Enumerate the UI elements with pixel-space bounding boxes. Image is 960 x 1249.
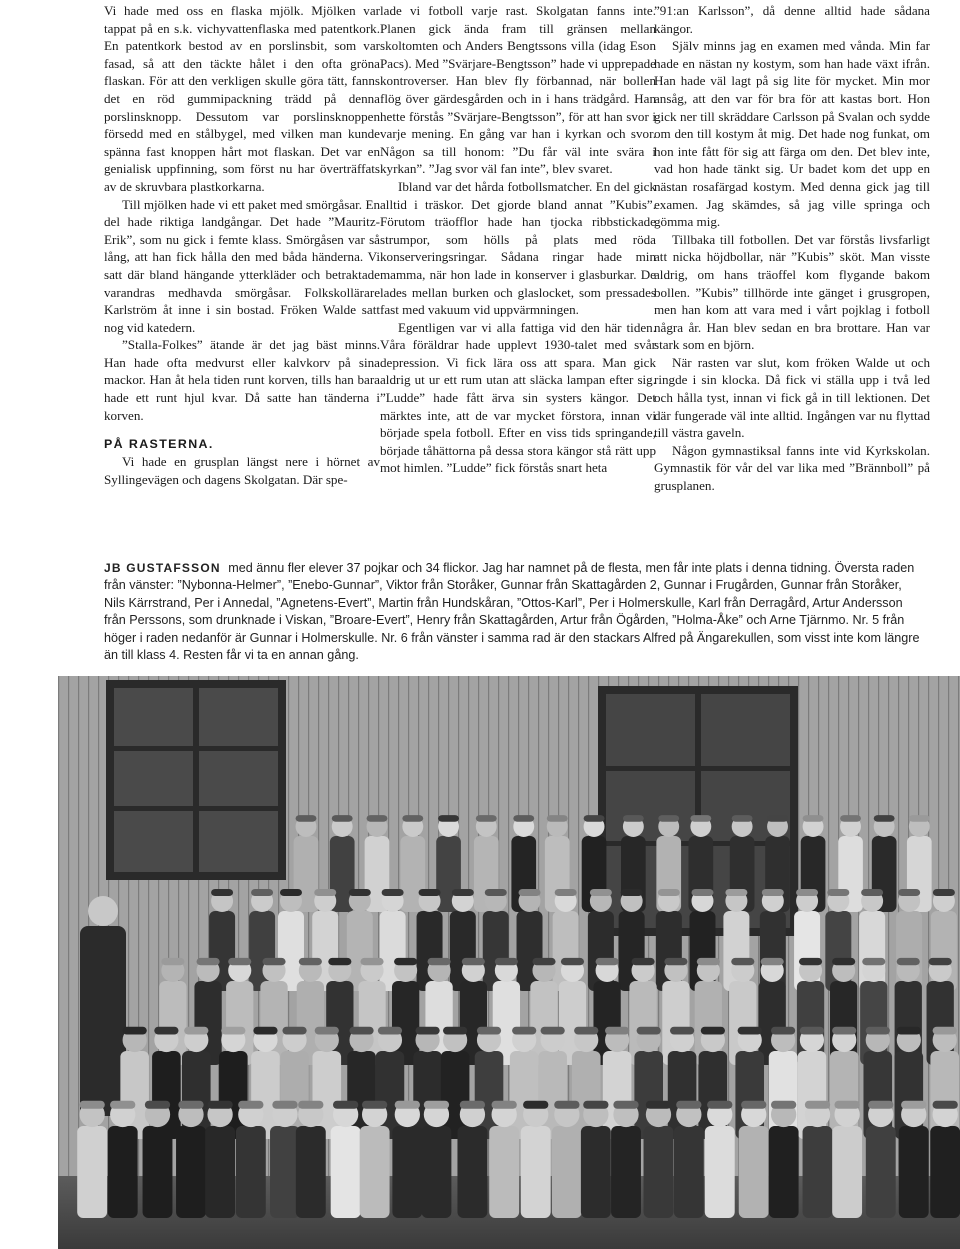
pupil-hair (378, 1027, 402, 1035)
pupil-hair (476, 815, 497, 822)
pupil-hair (315, 1027, 339, 1035)
window-left (106, 680, 286, 880)
pupil-figure (581, 1126, 611, 1218)
pupil-hair (796, 889, 818, 896)
pupil-hair (874, 815, 895, 822)
paragraph: ”91:an Karlsson”, då denne alltid hade sådana kängor. (654, 3, 930, 36)
pupil-hair (574, 1027, 598, 1035)
pupil-hair (485, 889, 507, 896)
pupil-hair (519, 889, 541, 896)
pupil-hair (676, 1101, 701, 1109)
pupil-hair (605, 1027, 629, 1035)
pupil-hair (771, 1027, 795, 1035)
pupil-hair (658, 815, 679, 822)
pupil-figure (489, 1126, 519, 1218)
pupil-hair (428, 958, 451, 965)
pupil-hair (725, 889, 747, 896)
pupil-hair (462, 958, 485, 965)
pupil-hair (658, 889, 680, 896)
pupil-figure (392, 1126, 422, 1218)
teacher-head (88, 896, 118, 926)
pupil-hair (832, 1027, 856, 1035)
pupil-hair (670, 1027, 694, 1035)
pupil-hair (438, 815, 459, 822)
pupil-figure (331, 1126, 361, 1218)
pupil-figure (803, 1126, 833, 1218)
pupil-hair (333, 1101, 358, 1109)
pupil-hair (262, 958, 285, 965)
pupil-hair (861, 889, 883, 896)
pupil-hair (691, 889, 713, 896)
pupil-hair (362, 1101, 387, 1109)
caption-byline: JB GUSTAFSSON (104, 561, 221, 575)
pupil-hair (299, 958, 322, 965)
pupil-hair (211, 889, 233, 896)
pupil-hair (741, 1101, 766, 1109)
paragraph: lade vi fotboll varje rast. Skolgatan fanns inte. Planen gick ända fram till gränsen mellan skoltomten och Anders Bengtssons villa (idag Eson Pacs). Med ”Svärjare-Bengtsson” hade vi upprepade kontroverser. Han blev fly förbannad, när bollen flög över gärdesgården och in i hans trädgård. Han hette förstås ”Svärjare-Bengtsson”, för att han svor i varje mening. En gång var han i kyrkan och svor. Någon sa till honom: ”Du får väl inte svära i kyrkan”. ”Jag svor väl fan inte”, blev svaret. (380, 3, 656, 177)
pupil-hair (512, 1027, 536, 1035)
pupil-hair (154, 1027, 178, 1035)
pupil-hair (862, 958, 885, 965)
pupil-figure (457, 1126, 487, 1218)
article-column-3 (654, 2, 930, 495)
pupil-hair (477, 1027, 501, 1035)
pupil-hair (732, 815, 753, 822)
pupil-figure (312, 1051, 341, 1139)
pupil-hair (701, 1027, 725, 1035)
caption-text: med ännu fler elever 37 pojkar och 34 flickor. Jag har namnet på de flesta, men får inte plats i denna tidning. Översta raden från vänster: ”Nybonna-Helmer”, ”Enebo-Gunnar”, Viktor från Storåker, Gunnar från Skattagården 2, Gunnar i Frugården, Gunnar från Storåker, Nils Kärrstrand, Per i Annedal, ”Agnetens-Evert”, Martin från Hundskåran, ”Ottos-Karl”, Per i Holmerskulle, Karl från Derragård, Artur Andersson från Perssons, som drunknade i Viskan, ”Broare-Evert”, Henry från Skattagården, Artur från Ögården, ”Holma-Åke” och Arne Tjärnmo. Nr. 5 från höger i raden nedanför är Gunnar i Holmerskulle. Nr. 6 från vänster i samma rad är den stackars Alfred på Ängarekullen, som visst inte kom längre än till klass 4. Resten får vi ta en annan gång. (104, 561, 920, 663)
pupil-hair (933, 889, 955, 896)
pupil-hair (197, 958, 220, 965)
paragraph: Vi hade med oss en flaska mjölk. Mjölken var tappat på en s.k. vichyvattenflaska med patentkork. En patentkork bestod av en porslinsbit, som var fasad, så att den täckte hålet i den ofta gröna flaskan. För att den verkligen skulle göra tätt, fanns det en röd gummipackning trädd på denna porslinsknopp. Dessutom var porslinsknoppen försedd med en stålbygel, med vilken man kunde spänna fast knoppen hårt mot flaskan. Det var en genialisk uppfinning, som först nu har överträffats av de skruvbara plastkorkarna. (104, 3, 380, 194)
pupil-hair (419, 889, 441, 896)
pupil-hair (492, 1101, 517, 1109)
pupil-hair (110, 1101, 135, 1109)
pupil-hair (272, 1101, 297, 1109)
pupil-hair (332, 815, 353, 822)
pupil-hair (707, 1101, 732, 1109)
paragraph: Ibland var det hårda fotbollsmatcher. En del gick alltid i träskor. Det gjorde bland annat ”Kubis”. Förutom träofflor hade han tjocka ribbstickade strumpor, som hölls på plats med röda konserveringsringar. Sådana ringar hade min mamma, när hon lade in konserver i glasburkar. De lades mellan burken och glaslocket, som pressades fast med vakuum vid uppvärmningen. (380, 178, 656, 318)
pupil-hair (253, 1027, 277, 1035)
pupil-hair (637, 1027, 661, 1035)
pupil-hair (584, 815, 605, 822)
pupil-hair (690, 815, 711, 822)
pupil-figure (278, 911, 304, 991)
pupil-hair (731, 958, 754, 965)
pupil-hair (415, 1027, 439, 1035)
pupil-hair (632, 958, 655, 965)
pupil-hair (621, 889, 643, 896)
pupil-figure (705, 1126, 735, 1218)
pupil-hair (402, 815, 423, 822)
pupil-hair (561, 958, 584, 965)
class-photo (58, 676, 960, 1249)
pupil-hair (623, 815, 644, 822)
pupil-hair (184, 1027, 208, 1035)
pupil-hair (207, 1101, 232, 1109)
pupil-hair (145, 1101, 170, 1109)
paragraph: Tillbaka till fotbollen. Det var förstås livsfarligt att nicka höjdbollar, när ”Kubis” sköt. Man visste aldrig, om hans träoffel kom flygande bakom bollen. ”Kubis” tillhörde inte gänget i grusgropen, men han kom att vara med i vårt pojklag i fotboll några år. Han blev sedan en bra brottare. Han var stark som en björn. (654, 231, 930, 353)
pupil-hair (555, 889, 577, 896)
pupil-hair (298, 1101, 323, 1109)
pupil-hair (613, 1101, 638, 1109)
pupil-hair (664, 958, 687, 965)
pupil-figure (832, 1126, 862, 1218)
pupil-hair (933, 1101, 958, 1109)
pupil-hair (367, 815, 388, 822)
pupil-figure (205, 1126, 235, 1218)
photo-caption (104, 560, 924, 664)
pupil-hair (933, 1027, 957, 1035)
pupil-hair (178, 1101, 203, 1109)
pupil-figure (644, 1126, 674, 1218)
pupil-figure (296, 1126, 326, 1218)
pupil-hair (805, 1101, 830, 1109)
pupil-figure (441, 1051, 470, 1139)
pupil-figure (899, 1126, 929, 1218)
pupil-hair (803, 815, 824, 822)
class-photo-image (58, 676, 960, 1249)
pupil-hair (495, 958, 518, 965)
pupil-hair (532, 958, 555, 965)
paragraph: Till mjölken hade vi ett paket med smörgåsar. En del hade riktiga landgångar. Det hade ”Mauritz-Erik”, som nu gick i femte klass. Smörgåsen var så lång, att han fick hålla den med båda händerna. Vi satt där bland hängande ytterkläder och betraktade varandras medhavda smörgåsar. Folkskollärare Karlström åt inne i sin bostad. Fröken Walde satt nog vid katedern. (104, 196, 380, 335)
section-heading: PÅ RASTERNA. (104, 437, 214, 452)
pupil-hair (513, 815, 534, 822)
pupil-hair (221, 1027, 245, 1035)
pupil-hair (827, 889, 849, 896)
pupil-hair (394, 958, 417, 965)
article-column-1 (104, 2, 380, 488)
pupil-hair (646, 1101, 671, 1109)
pupil-figure (236, 1126, 266, 1218)
pupil-hair (897, 958, 920, 965)
pupil-hair (832, 958, 855, 965)
pupil-hair (868, 1101, 893, 1109)
paragraph: Vi hade en grusplan längst nere i hörnet av Syllingevägen och dagens Skolgatan. Där spe- (104, 454, 380, 487)
pupil-figure (866, 1126, 896, 1218)
pupil-figure (176, 1126, 206, 1218)
pupil-hair (767, 815, 788, 822)
pupil-hair (583, 1101, 608, 1109)
pupil-hair (800, 1027, 824, 1035)
pupil-figure (930, 1126, 960, 1218)
pupil-hair (834, 1101, 859, 1109)
pupil-hair (840, 815, 861, 822)
pupil-hair (898, 889, 920, 896)
pupil-hair (382, 889, 404, 896)
pupil-hair (738, 1027, 762, 1035)
pupil-hair (314, 889, 336, 896)
pupil-hair (897, 1027, 921, 1035)
pupil-hair (238, 1101, 263, 1109)
article-column-2 (380, 2, 656, 477)
pupil-hair (443, 1027, 467, 1035)
pupil-figure (521, 1126, 551, 1218)
pupil-hair (541, 1027, 565, 1035)
pupil-figure (77, 1126, 107, 1218)
paragraph: ”Stalla-Folkes” ätande är det jag bäst minns. Han hade ofta medvurst eller kalvkorv på sina mackor. Han åt hela tiden runt korven, tills han bara hade ett runt hjul kvar. Då satte han tänderna i korven. (104, 337, 380, 423)
pupil-hair (251, 889, 273, 896)
pupil-figure (739, 1126, 769, 1218)
pupil-hair (590, 889, 612, 896)
teacher-figure (80, 926, 126, 1116)
pupil-hair (280, 889, 302, 896)
pupil-hair (901, 1101, 926, 1109)
pupil-hair (123, 1027, 147, 1035)
pupil-hair (762, 889, 784, 896)
pupil-hair (929, 958, 952, 965)
paragraph: Någon gymnastiksal fanns inte vid Kyrkskolan. Gymnastik för vår del var lika med ”Brännboll” på grusplanen. (654, 442, 930, 494)
pupil-hair (296, 815, 317, 822)
paragraph: När rasten var slut, kom fröken Walde ut och ringde i sin klocka. Då fick vi ställa upp i två led och hålla tyst, innan vi fick gå in till lektionen. Det där fungerade väl inte alltid. Ingången var nu flyttad till västra gaveln. (654, 354, 930, 441)
pupil-figure (421, 1126, 451, 1218)
pupil-hair (697, 958, 720, 965)
pupil-hair (452, 889, 474, 896)
pupil-figure (270, 1126, 300, 1218)
pupil-hair (554, 1101, 579, 1109)
pupil-hair (799, 958, 822, 965)
pupil-hair (349, 889, 371, 896)
pupil-hair (761, 958, 784, 965)
pupil-hair (424, 1101, 449, 1109)
pupil-hair (547, 815, 568, 822)
pupil-hair (596, 958, 619, 965)
pupil-hair (282, 1027, 306, 1035)
pupil-figure (769, 1126, 799, 1218)
pupil-hair (161, 958, 184, 965)
pupil-figure (552, 1126, 582, 1218)
pupil-figure (360, 1126, 390, 1218)
pupil-hair (228, 958, 251, 965)
pupil-figure (108, 1126, 138, 1218)
pupil-hair (80, 1101, 105, 1109)
pupil-figure (611, 1126, 641, 1218)
paragraph: Egentligen var vi alla fattiga vid den här tiden. Våra föräldrar hade upplevt 1930-talet med svår depression. Vi fick lära oss att spara. Man gick aldrig ut ur ett rum utan att släcka lampan efter sig. ”Ludde” hade fått ärva sin systers kängor. Det märktes inte, att de var mycket förstora, innan vi började spela fotboll. Efter en viss tids springande, började tåhättorna på dessa stora kängor stå rätt upp mot himlen. ”Ludde” fick förstås snart heta (380, 319, 656, 476)
pupil-hair (771, 1101, 796, 1109)
pupil-figure (674, 1126, 704, 1218)
pupil-hair (349, 1027, 373, 1035)
pupil-hair (866, 1027, 890, 1035)
paragraph: Själv minns jag en examen med vånda. Min far hade en nästan ny kostym, som han hade växt ifrån. Han hade väl lagt på sig lite för mycket. Min mor ansåg, att den var för bra för att kastas bort. Hon gick ner till skräddare Carlsson på Svalan och sydde om den till kostym åt mig. Det hade nog funkat, om hon inte fått för sig att färga om den. Det blev inte, vad hon hade tänkt sig. Ur badet kom det upp en nästan rosafärgad kostym. Med denna gick jag till examen. Jag skämdes, så jag ville springa och gömma mig. (654, 38, 930, 230)
pupil-hair (909, 815, 930, 822)
pupil-hair (360, 958, 383, 965)
pupil-hair (523, 1101, 548, 1109)
pupil-hair (395, 1101, 420, 1109)
pupil-hair (460, 1101, 485, 1109)
pupil-figure (143, 1126, 173, 1218)
pupil-hair (328, 958, 351, 965)
